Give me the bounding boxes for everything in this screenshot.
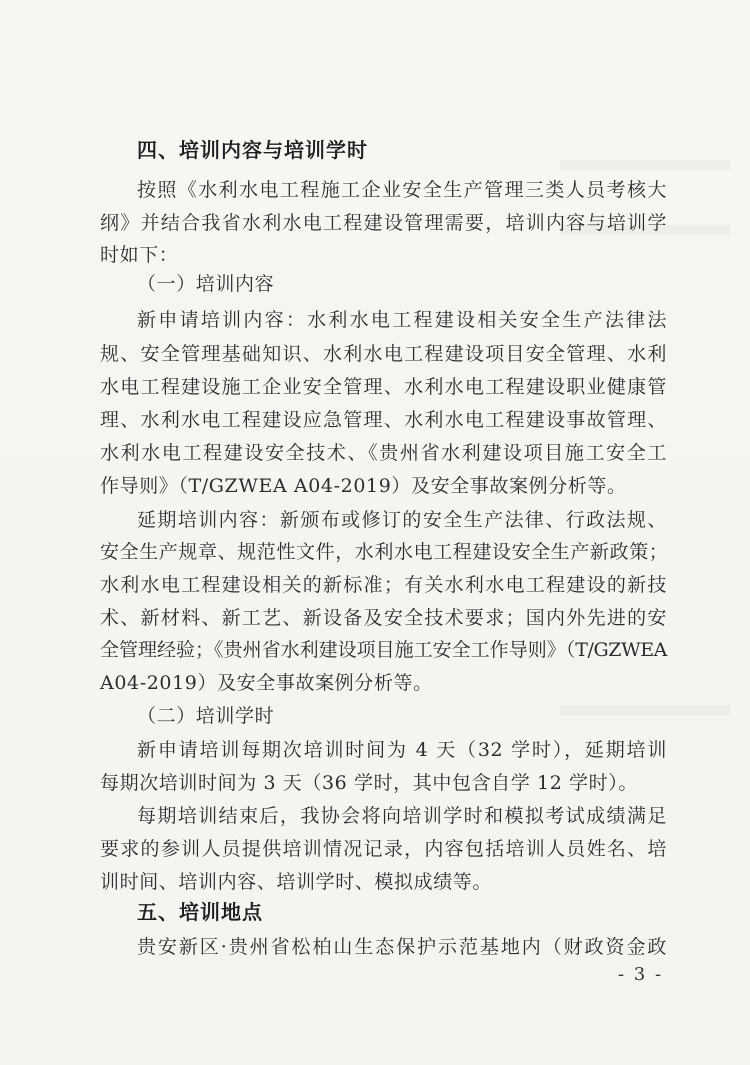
training-records-line: 要求的参训人员提供培训情况记录，内容包括培训人员姓名、培 — [100, 838, 667, 860]
extended-training-line: 水利水电工程建设相关的新标准；有关水利水电工程建设的新技 — [100, 574, 667, 596]
subsection-2-heading: （二）培训学时 — [137, 705, 275, 727]
intro-line: 按照《水利水电工程施工企业安全生产管理三类人员考核大 — [137, 179, 667, 201]
training-hours-line: 每期次培训时间为 3 天（36 学时，其中包含自学 12 学时）。 — [100, 772, 638, 794]
extended-training-line: A04-2019）及安全事故案例分析等。 — [100, 672, 433, 694]
new-training-line: 规、安全管理基础知识、水利水电工程建设项目安全管理、水利 — [100, 343, 667, 365]
new-training-line: 水电工程建设施工企业安全管理、水利水电工程建设职业健康管 — [100, 376, 667, 398]
section-5-heading: 五、培训地点 — [137, 900, 263, 924]
new-training-line: 作导则》（T/GZWEA A04-2019）及安全事故案例分析等。 — [100, 475, 627, 497]
extended-training-line: 全管理经验；《贵州省水利建设项目施工安全工作导则》（T/GZWEA — [100, 639, 667, 661]
training-records-line: 每期培训结束后，我协会将向培训学时和模拟考试成绩满足 — [137, 805, 667, 827]
intro-line: 纲》并结合我省水利水电工程建设管理需要，培训内容与培训学 — [100, 212, 667, 234]
bleed-through-mark — [560, 160, 730, 170]
section-4-heading: 四、培训内容与培训学时 — [137, 138, 368, 162]
new-training-line: 新申请培训内容：水利水电工程建设相关安全生产法律法 — [137, 309, 667, 331]
new-training-line: 水利水电工程建设安全技术、《贵州省水利建设项目施工安全工 — [100, 442, 667, 464]
extended-training-line: 延期培训内容：新颁布或修订的安全生产法律、行政法规、 — [137, 509, 667, 531]
extended-training-line: 术、新材料、新工艺、新设备及安全技术要求；国内外先进的安 — [100, 607, 667, 629]
location-line: 贵安新区·贵州省松柏山生态保护示范基地内（财政资金政 — [137, 936, 667, 958]
page-number: - 3 - — [618, 964, 664, 985]
new-training-line: 理、水利水电工程建设应急管理、水利水电工程建设事故管理、 — [100, 409, 667, 431]
bleed-through-mark — [560, 705, 730, 715]
training-hours-line: 新申请培训每期次培训时间为 4 天（32 学时），延期培训 — [137, 739, 667, 761]
intro-line: 时如下： — [100, 244, 179, 266]
subsection-1-heading: （一）培训内容 — [137, 273, 275, 295]
extended-training-line: 安全生产规章、规范性文件，水利水电工程建设安全生产新政策； — [100, 541, 669, 563]
training-records-line: 训时间、培训内容、培训学时、模拟成绩等。 — [100, 871, 493, 893]
